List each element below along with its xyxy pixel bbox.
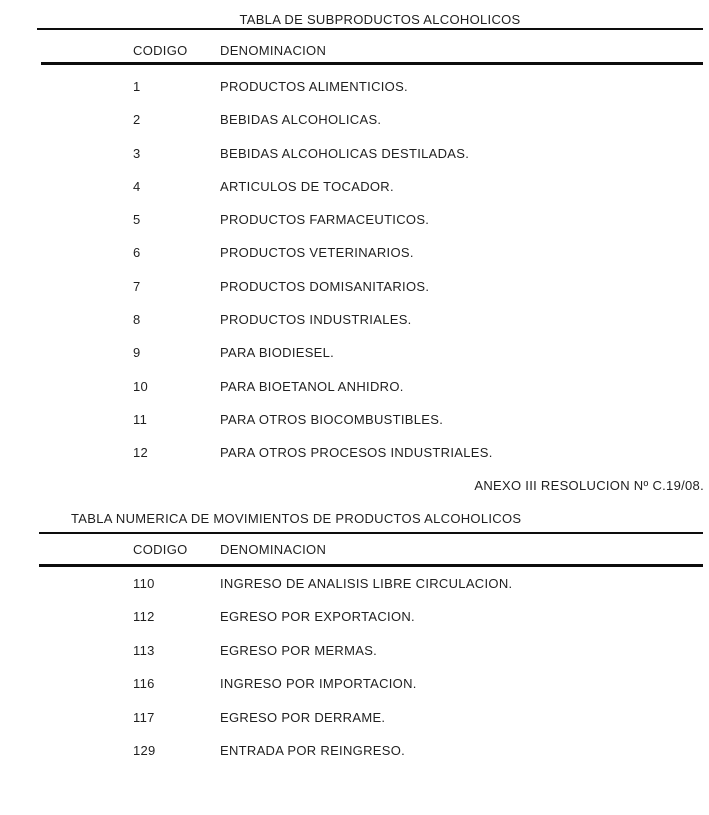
table1-header-codigo: CODIGO — [133, 43, 188, 58]
table-row — [0, 667, 709, 700]
denomination-cell: ARTICULOS DE TOCADOR. — [220, 178, 394, 194]
table-row — [0, 370, 709, 403]
table1-header-rule — [41, 62, 703, 65]
table-row — [0, 403, 709, 436]
code-cell: 113 — [133, 642, 155, 658]
code-cell: 112 — [133, 609, 155, 625]
table-row — [0, 734, 709, 767]
code-cell: 5 — [133, 212, 141, 228]
table-row — [0, 103, 709, 136]
table2-body — [0, 567, 709, 767]
code-cell: 110 — [133, 576, 155, 591]
denomination-cell: EGRESO POR DERRAME. — [220, 709, 386, 725]
denomination-cell: PARA OTROS PROCESOS INDUSTRIALES. — [220, 445, 493, 461]
table-row — [0, 436, 709, 469]
table1-header-denominacion: DENOMINACION — [220, 43, 327, 58]
code-cell: 10 — [133, 378, 149, 394]
denomination-cell: PARA OTROS BIOCOMBUSTIBLES. — [220, 411, 444, 427]
table-row — [0, 303, 709, 336]
denomination-cell: BEBIDAS ALCOHOLICAS DESTILADAS. — [220, 145, 470, 161]
code-cell: 1 — [133, 79, 141, 94]
code-cell: 2 — [133, 112, 141, 128]
denomination-cell: PRODUCTOS ALIMENTICIOS. — [220, 79, 408, 94]
table-row — [0, 600, 709, 633]
table2-title: TABLA NUMERICA DE MOVIMIENTOS DE PRODUCTOS ALCOHOLICOS — [71, 511, 522, 526]
code-cell: 6 — [133, 245, 141, 261]
denomination-cell: PRODUCTOS FARMACEUTICOS. — [220, 212, 430, 228]
denomination-cell: PRODUCTOS VETERINARIOS. — [220, 245, 414, 261]
code-cell: 4 — [133, 178, 141, 194]
denomination-cell: PARA BIOETANOL ANHIDRO. — [220, 378, 404, 394]
denomination-cell: EGRESO POR EXPORTACION. — [220, 609, 415, 625]
code-cell: 11 — [133, 411, 148, 427]
table-row — [0, 203, 709, 236]
table-row — [0, 270, 709, 303]
denomination-cell: INGRESO POR IMPORTACION. — [220, 676, 417, 692]
code-cell: 7 — [133, 278, 141, 294]
code-cell: 129 — [133, 742, 156, 758]
table-row — [0, 137, 709, 170]
table2-header-codigo: CODIGO — [133, 542, 188, 557]
code-cell: 116 — [133, 676, 155, 692]
table1-body — [0, 70, 709, 470]
table2-top-rule — [39, 532, 703, 534]
denomination-cell: PARA BIODIESEL. — [220, 345, 335, 361]
denomination-cell: PRODUCTOS DOMISANITARIOS. — [220, 278, 430, 294]
code-cell: 117 — [133, 709, 155, 725]
denomination-cell: PRODUCTOS INDUSTRIALES. — [220, 312, 412, 328]
table-row — [0, 236, 709, 269]
table-row — [0, 634, 709, 667]
table-row — [0, 170, 709, 203]
code-cell: 9 — [133, 345, 141, 361]
table-row — [0, 336, 709, 369]
table-row — [0, 70, 709, 103]
code-cell: 12 — [133, 445, 149, 461]
table1-header-row — [0, 40, 709, 62]
annex-note: ANEXO III RESOLUCION Nº C.19/08. — [474, 478, 704, 493]
table2-header-row — [0, 539, 709, 561]
table1-title: TABLA DE SUBPRODUCTOS ALCOHOLICOS — [239, 12, 521, 27]
code-cell: 8 — [133, 312, 141, 328]
denomination-cell: BEBIDAS ALCOHOLICAS. — [220, 112, 382, 128]
table-row — [0, 567, 709, 600]
table1-top-rule — [37, 28, 703, 30]
code-cell: 3 — [133, 145, 141, 161]
denomination-cell: EGRESO POR MERMAS. — [220, 642, 378, 658]
denomination-cell: INGRESO DE ANALISIS LIBRE CIRCULACION. — [220, 576, 513, 591]
table2-header-denominacion: DENOMINACION — [220, 542, 327, 557]
table-row — [0, 701, 709, 734]
denomination-cell: ENTRADA POR REINGRESO. — [220, 742, 406, 758]
